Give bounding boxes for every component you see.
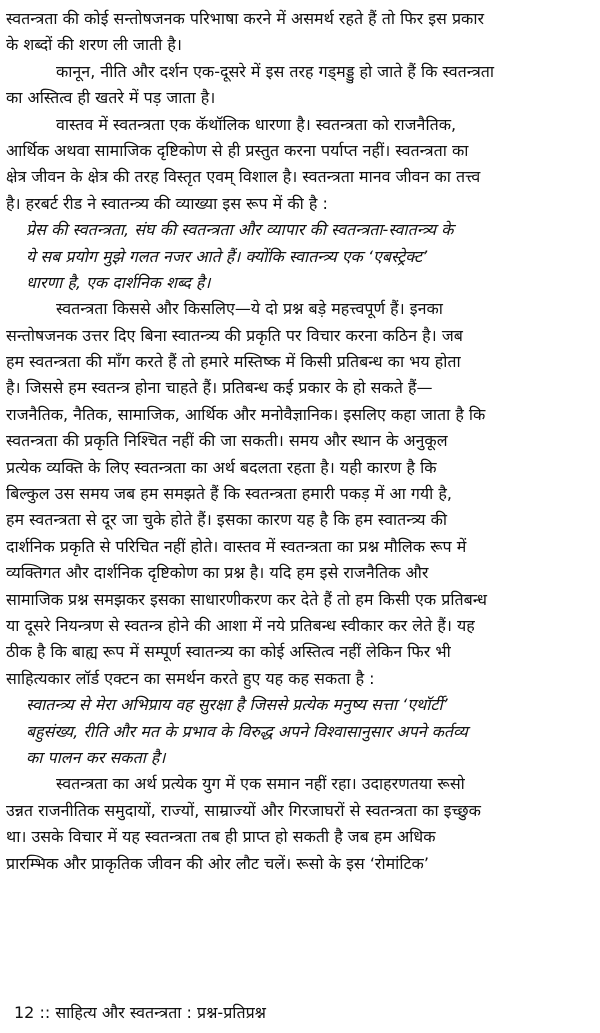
- text-line: राजनैतिक, नैतिक, सामाजिक, आर्थिक और मनोवैज्ञानिक। इसलिए कहा जाता है कि: [6, 404, 486, 424]
- text-line: ठीक है कि बाह्य रूप में सम्पूर्ण स्वातन्त्र्य का कोई अस्तित्व नहीं लेकिन फिर भी: [6, 642, 451, 662]
- text-line: आर्थिक अथवा सामाजिक दृष्टिकोण से ही प्रस्तुत करना पर्याप्त नहीं। स्वतन्त्रता का: [6, 140, 469, 160]
- text-line: साहित्यकार लॉर्ड एक्टन का समर्थन करते हुए यह कह सकता है :: [6, 668, 375, 688]
- paragraph-start-line: वास्तव में स्वतन्त्रता एक कॅथॉलिक धारणा है। स्वतन्त्रता को राजनैतिक,: [56, 114, 457, 134]
- paragraph-start-line: कानून, नीति और दर्शन एक-दूसरे में इस तरह गड्मड्डु हो जाते हैं कि स्वतन्त्रता: [56, 61, 495, 81]
- quote-line: का पालन कर सकता है।: [26, 747, 166, 767]
- quote-line: बहुसंख्य, रीति और मत के प्रभाव के विरुद्ध अपने विश्वासानुसार अपने कर्तव्य: [26, 721, 468, 741]
- text-line: के शब्दों की शरण ली जाती है।: [6, 35, 182, 55]
- body-text: [6, 6, 594, 877]
- text-line: क्षेत्र जीवन के क्षेत्र की तरह विस्तृत एवम् विशाल है। स्वतन्त्रता मानव जीवन का तत्त्व: [6, 167, 481, 187]
- text-line: प्रत्येक व्यक्ति के लिए स्वतन्त्रता का अर्थ बदलता रहता है। यही कारण है कि: [6, 457, 437, 477]
- text-line: हम स्वतन्त्रता की माँग करते हैं तो हमारे मस्तिष्क में किसी प्रतिबन्ध का भय होता: [6, 352, 461, 372]
- text-line: सामाजिक प्रश्न समझकर इसका साधारणीकरण कर देते हैं तो हम किसी एक प्रतिबन्ध: [6, 589, 488, 609]
- quote-line: प्रेस की स्वतन्त्रता, संघ की स्वतन्त्रता और व्यापार की स्वतन्त्रता-स्वातन्त्र्य के: [26, 220, 454, 240]
- text-line: व्यक्तिगत और दार्शनिक दृष्टिकोण का प्रश्न है। यदि हम इसे राजनैतिक और: [6, 563, 429, 583]
- text-line: प्रारम्भिक और प्राकृतिक जीवन की ओर लौट चलें। रूसो के इस ‘रोमांटिक’: [6, 853, 429, 873]
- text-line: स्वतन्त्रता की प्रकृति निश्चित नहीं की जा सकती। समय और स्थान के अनुकूल: [6, 431, 448, 451]
- text-line: या दूसरे नियन्त्रण से स्वतन्त्र होने की आशा में नये प्रतिबन्ध स्वीकार कर लेते हैं। यह: [6, 615, 475, 635]
- text-line: हम स्वतन्त्रता से दूर जा चुके होते हैं। इसका कारण यह है कि हम स्वातन्त्र्य की: [6, 510, 448, 530]
- text-line: है। हरबर्ट रीड ने स्वातन्त्र्य की व्याख्या इस रूप में की है :: [6, 193, 328, 213]
- page-footer: 12 :: साहित्य और स्वतन्त्रता : प्रश्न-प्रतिप्रश्न: [14, 1003, 266, 1022]
- text-line: सन्तोषजनक उत्तर दिए बिना स्वातन्त्र्य की प्रकृति पर विचार करना कठिन है। जब: [6, 325, 463, 345]
- text-line: उन्नत राजनीतिक समुदायों, राज्यों, साम्राज्यों और गिरजाघरों से स्वतन्त्रता का इच्छुक: [6, 800, 481, 820]
- paragraph-start-line: स्वतन्त्रता का अर्थ प्रत्येक युग में एक समान नहीं रहा। उदाहरणतया रूसो: [56, 774, 465, 794]
- text-line: है। जिससे हम स्वतन्त्र होना चाहते हैं। प्रतिबन्ध कई प्रकार के हो सकते हैं—: [6, 378, 433, 398]
- text-line: स्वतन्त्रता की कोई सन्तोषजनक परिभाषा करने में असमर्थ रहते हैं तो फिर इस प्रकार: [6, 9, 485, 28]
- quote-line: ये सब प्रयोग मुझे गलत नजर आते हैं। क्योंकि स्वातन्त्र्य एक ‘एबस्ट्रेक्ट’: [26, 246, 428, 266]
- text-line: बिल्कुल उस समय जब हम समझते हैं कि स्वतन्त्रता हमारी पकड़ में आ गयी है,: [6, 484, 452, 504]
- paragraph-start-line: स्वतन्त्रता किससे और किसलिए—ये दो प्रश्न बड़े महत्त्वपूर्ण हैं। इनका: [56, 299, 443, 319]
- text-line: का अस्तित्व ही खतरे में पड़ जाता है।: [6, 88, 216, 108]
- text-line: दार्शनिक प्रकृति से परिचित नहीं होते। वास्तव में स्वतन्त्रता का प्रश्न मौलिक रूप में: [6, 536, 467, 556]
- quote-line: स्वातन्त्र्य से मेरा अभिप्राय वह सुरक्षा है जिससे प्रत्येक मनुष्य सत्ता ‘एथॉर्टी’: [26, 695, 448, 715]
- text-line: था। उसके विचार में यह स्वतन्त्रता तब ही प्राप्त हो सकती है जब हम अधिक: [6, 827, 436, 847]
- quote-line: धारणा है, एक दार्शनिक शब्द है।: [26, 272, 211, 292]
